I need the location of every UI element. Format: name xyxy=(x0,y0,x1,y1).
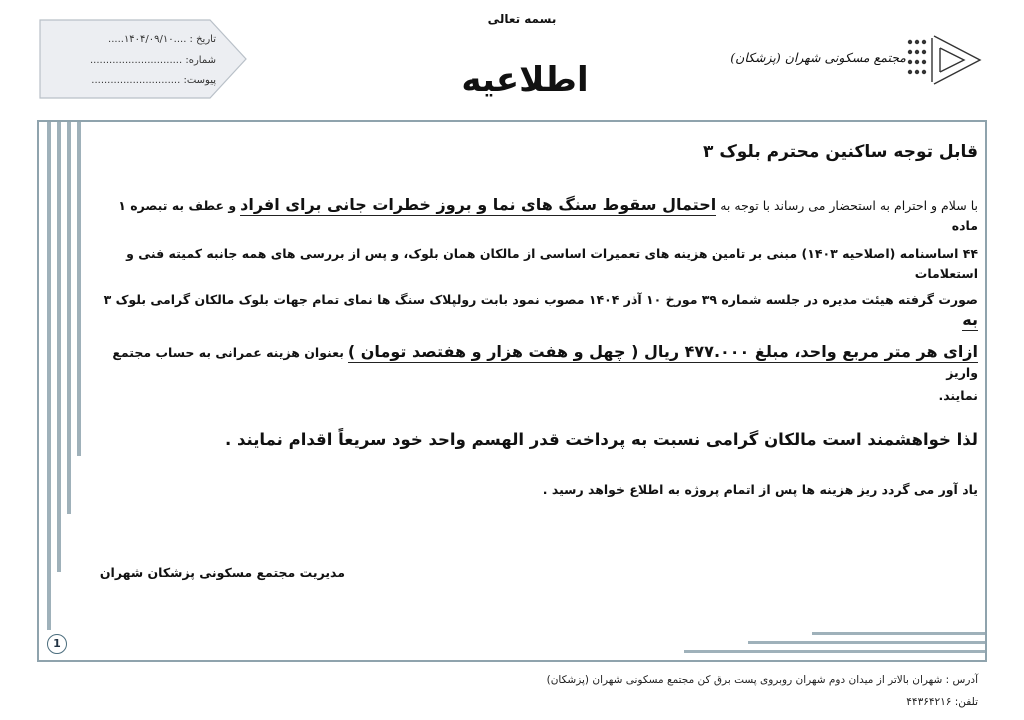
decor-bar xyxy=(57,122,61,572)
paragraph-line-1 xyxy=(88,195,978,236)
decor-bar xyxy=(47,122,51,630)
footer-address: آدرس : شهران بالاتر از میدان دوم شهران روبروی پست برق کن مجتمع مسکونی شهران (پزشکان) xyxy=(546,674,978,686)
number-line: شماره: ............................. xyxy=(89,55,216,66)
page-title: اطلاعیه xyxy=(461,60,589,100)
paragraph-line-5: نمایند. xyxy=(938,388,978,403)
danger-emphasis: احتمال سقوط سنگ های نما و بروز خطرات جانی برای افراد xyxy=(240,195,717,214)
paragraph-line-4 xyxy=(88,342,978,383)
document-info-tag xyxy=(38,18,248,100)
line3-emphasis: به xyxy=(962,310,978,329)
line1-prefix: با سلام و احترام به استحضار می رساند با توجه به xyxy=(720,198,978,213)
cost-reminder: یاد آور می گردد ریز هزینه ها پس از اتمام پروژه به اطلاع خواهد رسید . xyxy=(542,482,978,497)
decor-bar xyxy=(77,122,81,456)
signature: مدیریت مجتمع مسکونی پزشکان شهران xyxy=(99,565,345,580)
line4-suffix: بعنوان هزینه عمرانی به حساب مجتمع واریز xyxy=(112,345,978,380)
complex-logo xyxy=(730,28,986,92)
payment-request: لذا خواهشمند است مالکان گرامی نسبت به پرداخت قدر الهسم واحد خود سریعاً اقدام نمایند . xyxy=(224,430,978,449)
decor-bar xyxy=(812,632,985,635)
fee-emphasis: ازای هر متر مربع واحد، مبلغ ۴۷۷.۰۰۰ ریال ( چهل و هفت هزار و هفتصد تومان ) xyxy=(347,342,978,361)
decor-bar xyxy=(684,650,985,653)
paragraph-line-2: ۴۴ اساسنامه (اصلاحیه ۱۴۰۳) مبنی بر تامین هزینه های تعمیرات اساسی از مالکان همان بلوک، و پس از بررسی های همه جانبه کمیته فنی و استعلامات xyxy=(126,246,978,281)
attachment-line: پیوست: ............................ xyxy=(91,75,216,86)
bismillah: بسمه تعالی xyxy=(487,12,557,26)
footer-phone: تلفن: ۴۴۳۶۴۲۱۶ xyxy=(906,696,978,708)
paragraph-line-3 xyxy=(88,290,978,331)
page-number: 1 xyxy=(47,634,67,654)
decor-bar xyxy=(748,641,985,644)
date-line: تاریخ : ....۱۴۰۴/۰۹/۱۰..... xyxy=(108,34,216,45)
line3-text: صورت گرفته هیئت مدیره در جلسه شماره ۳۹ مورخ ۱۰ آذر ۱۴۰۴ مصوب نمود بابت رولپلاک سنگ ها نمای تمام جهات بلوک مالکان گرامی بلوک ۳ xyxy=(103,292,978,307)
decor-bar xyxy=(67,122,71,514)
notice-heading: قابل توجه ساکنین محترم بلوک ۳ xyxy=(703,142,978,162)
line1-suffix: و عطف به تبصره ۱ ماده xyxy=(118,198,978,233)
logo-text: مجتمع مسکونی شهران (پزشکان) xyxy=(730,50,906,65)
